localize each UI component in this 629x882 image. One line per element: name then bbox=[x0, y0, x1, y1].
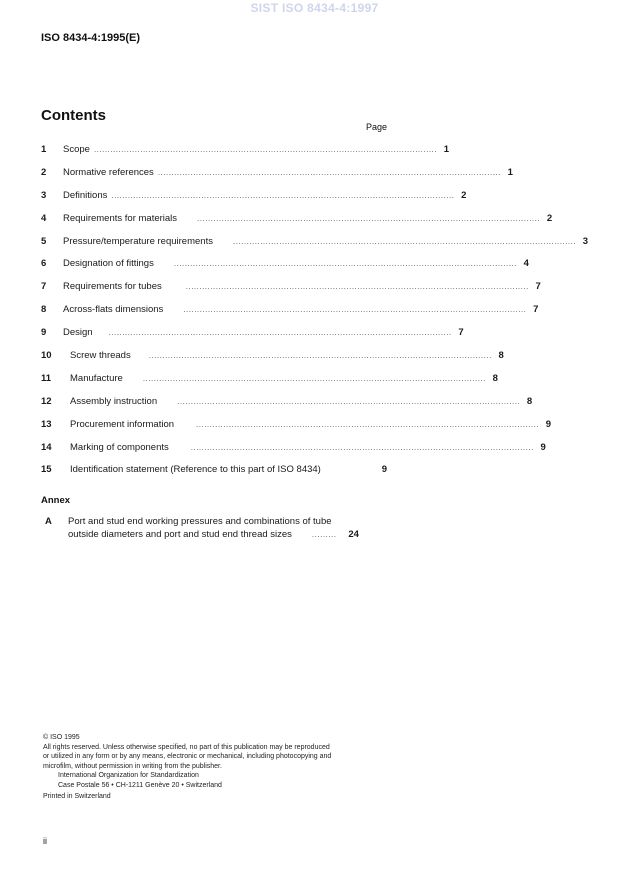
toc-number: 9 bbox=[41, 327, 47, 339]
toc-entry-5[interactable] bbox=[41, 235, 589, 259]
dot-leader: .............................................................................................................................. bbox=[93, 145, 437, 154]
organization-address: Case Postale 56 • CH-1211 Genève 20 • Switzerland bbox=[58, 781, 222, 789]
dot-leader: .............................................................................................................................. bbox=[185, 282, 529, 292]
dot-leader: ......... bbox=[311, 530, 337, 539]
toc-title: Procurement information bbox=[70, 418, 175, 430]
toc-page: 9 bbox=[381, 464, 387, 476]
toc-entry-6[interactable] bbox=[41, 258, 529, 281]
toc-title: Requirements for materials bbox=[63, 212, 178, 224]
dot-leader: .............................................................................................................................. bbox=[196, 419, 540, 429]
toc-entry-14[interactable] bbox=[41, 441, 546, 465]
watermark: SIST ISO 8434-4:1997 bbox=[250, 1, 379, 15]
dot-leader: .............................................................................................................................. bbox=[142, 373, 486, 383]
toc-page: 8 bbox=[526, 395, 533, 407]
copyright-notice bbox=[43, 733, 403, 802]
toc-number: 12 bbox=[41, 395, 52, 407]
toc-number: 11 bbox=[41, 372, 52, 384]
rights-line-2: or utilized in any form or by any means, electronic or mechanical, including photocopying and bbox=[43, 753, 332, 760]
toc-page: 2 bbox=[546, 212, 553, 224]
toc-number: 2 bbox=[41, 166, 47, 178]
dot-leader: .............................................................................................................................. bbox=[197, 213, 541, 223]
toc-title: Normative references bbox=[63, 166, 154, 178]
toc-title: Manufacture bbox=[70, 372, 123, 384]
toc-page: 9 bbox=[540, 441, 546, 453]
toc-entry-9[interactable] bbox=[41, 327, 464, 350]
toc-page: 7 bbox=[535, 281, 541, 293]
annex-title-line-1: Port and stud end working pressures and combinations of tube bbox=[68, 516, 332, 527]
toc-number: 8 bbox=[41, 304, 47, 316]
rights-line-1: All rights reserved. Unless otherwise specified, no part of this publication may be reproduced bbox=[43, 743, 330, 751]
toc-entry-1[interactable] bbox=[41, 144, 449, 167]
toc-entry-10[interactable] bbox=[41, 350, 504, 373]
toc-number: 7 bbox=[41, 281, 47, 293]
toc-entry-13[interactable] bbox=[41, 418, 552, 442]
toc-entry-3[interactable] bbox=[41, 189, 467, 213]
toc-page: 1 bbox=[507, 166, 513, 178]
copyright-line: © ISO 1995 bbox=[43, 734, 80, 741]
annex-page: 24 bbox=[348, 529, 359, 540]
table-of-contents bbox=[41, 144, 589, 487]
dot-leader: .............................................................................................................................. bbox=[157, 167, 501, 177]
toc-entry-15[interactable] bbox=[41, 464, 387, 487]
toc-title: Requirements for tubes bbox=[63, 281, 162, 293]
page-number: ii bbox=[43, 836, 47, 846]
toc-page: 3 bbox=[582, 235, 589, 247]
rights-line-3: microfilm, without permission in writing from the publisher. bbox=[43, 762, 222, 770]
document-id: ISO 8434-4:1995(E) bbox=[41, 32, 141, 44]
toc-page: 7 bbox=[533, 304, 539, 316]
annex-heading: Annex bbox=[41, 495, 71, 506]
toc-page: 8 bbox=[498, 350, 504, 362]
toc-page: 7 bbox=[458, 327, 464, 339]
toc-title: Designation of fittings bbox=[63, 258, 154, 270]
toc-number: 15 bbox=[41, 464, 52, 476]
toc-title: Scope bbox=[63, 144, 90, 155]
dot-leader: .............................................................................................................................. bbox=[148, 351, 492, 361]
toc-number: 3 bbox=[41, 189, 47, 201]
toc-number: 4 bbox=[41, 212, 47, 224]
toc-number: 13 bbox=[41, 418, 52, 430]
toc-page: 4 bbox=[523, 258, 529, 270]
annex-title-line-2: outside diameters and port and stud end thread sizes bbox=[68, 529, 292, 540]
toc-number: 6 bbox=[41, 258, 47, 270]
dot-leader: .............................................................................................................................. bbox=[177, 396, 521, 406]
toc-entry-2[interactable] bbox=[41, 166, 513, 190]
toc-page: 1 bbox=[443, 144, 449, 155]
annex-title-line-2-row bbox=[68, 529, 387, 540]
printed-in: Printed in Switzerland bbox=[43, 793, 111, 800]
contents-title: Contents bbox=[41, 107, 106, 124]
toc-page: 2 bbox=[461, 189, 467, 201]
toc-page: 9 bbox=[545, 418, 552, 430]
toc-number: 5 bbox=[41, 235, 47, 247]
toc-entry-11[interactable] bbox=[41, 372, 498, 396]
toc-title: Identification statement (Reference to this part of ISO 8434) bbox=[70, 464, 321, 476]
organization-name: International Organization for Standardization bbox=[58, 772, 199, 779]
toc-entry-4[interactable] bbox=[41, 212, 553, 236]
toc-title: Pressure/temperature requirements bbox=[63, 235, 213, 247]
dot-leader: .............................................................................................................................. bbox=[111, 190, 455, 200]
page-column-label: Page bbox=[366, 122, 388, 132]
toc-title: Definitions bbox=[63, 189, 108, 201]
toc-title: Screw threads bbox=[70, 350, 131, 362]
dot-leader: .............................................................................................................................. bbox=[173, 259, 517, 269]
dot-leader: .............................................................................................................................. bbox=[183, 305, 527, 315]
toc-title: Across-flats dimensions bbox=[63, 304, 164, 316]
toc-number: 14 bbox=[41, 441, 52, 453]
toc-page: 8 bbox=[492, 372, 498, 384]
dot-leader: .............................................................................................................................. bbox=[108, 328, 452, 338]
toc-number: 1 bbox=[41, 144, 47, 155]
annex-letter: A bbox=[45, 516, 52, 527]
toc-entry-8[interactable] bbox=[41, 304, 539, 327]
dot-leader: .............................................................................................................................. bbox=[232, 236, 577, 246]
toc-title: Marking of components bbox=[70, 441, 169, 453]
toc-entry-7[interactable] bbox=[41, 281, 541, 304]
toc-entry-12[interactable] bbox=[41, 395, 533, 419]
toc-title: Design bbox=[63, 327, 93, 339]
toc-title: Assembly instruction bbox=[70, 395, 158, 407]
dot-leader: .............................................................................................................................. bbox=[190, 442, 534, 452]
toc-number: 10 bbox=[41, 350, 52, 362]
